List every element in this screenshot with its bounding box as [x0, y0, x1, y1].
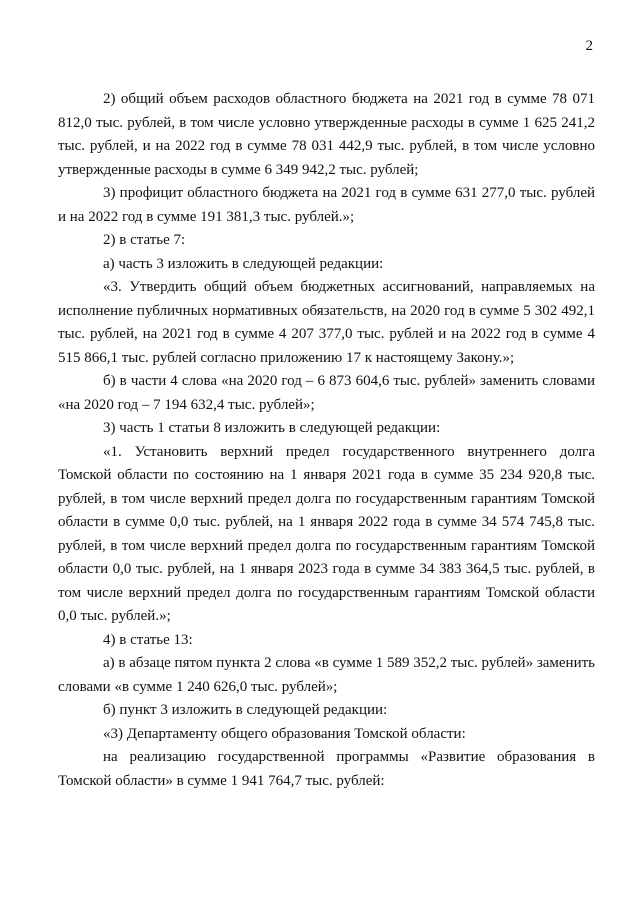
paragraph: на реализацию государственной программы «Развитие образования в Томской области» в сумме 1 941 764,7 тыс. рублей:: [58, 749, 595, 789]
paragraph: 3) профицит областного бюджета на 2021 год в сумме 631 277,0 тыс. рублей и на 2022 год в сумме 191 381,3 тыс. рублей.»;: [58, 185, 595, 225]
page-number: 2: [585, 38, 593, 54]
paragraph: а) часть 3 изложить в следующей редакции:: [103, 255, 384, 272]
paragraph: 2) общий объем расходов областного бюджета на 2021 год в сумме 78 071 812,0 тыс. рублей, в том числе условно утвержденные расходы в сумме 1 625 241,2 тыс. рублей, и на 2022 год в сумме 78 031 442,9 тыс. рублей, в том числе условно утвержденные расходы в сумме 6 349 942,2 тыс. рублей;: [58, 91, 595, 178]
paragraph: б) в части 4 слова «на 2020 год – 6 873 604,6 тыс. рублей» заменить словами «на 2020 год – 7 194 632,4 тыс. рублей»;: [58, 373, 595, 413]
paragraph: «3. Утвердить общий объем бюджетных ассигнований, направляемых на исполнение публичных нормативных обязательств, на 2020 год в сумме 5 302 492,1 тыс. рублей, на 2021 год в сумме 4 207 377,0 тыс. рублей и на 2022 год в сумме 4 515 866,1 тыс. рублей согласно приложению 17 к настоящему Закону.»;: [58, 279, 595, 366]
paragraph: а) в абзаце пятом пункта 2 слова «в сумме 1 589 352,2 тыс. рублей» заменить словами «в сумме 1 240 626,0 тыс. рублей»;: [58, 655, 596, 695]
paragraph: 4) в статье 13:: [103, 631, 193, 648]
paragraph: б) пункт 3 изложить в следующей редакции:: [103, 702, 388, 718]
paragraph: 3) часть 1 статьи 8 изложить в следующей редакции:: [103, 420, 441, 436]
paragraph: 2) в статье 7:: [103, 232, 186, 248]
document-body: [58, 88, 595, 793]
paragraph: «1. Установить верхний предел государственного внутреннего долга Томской области по состоянию на 1 января 2021 года в сумме 35 234 920,8 тыс. рублей, в том числе верхний предел долга по государственным гарантиям Томской области в сумме 0,0 тыс. рублей, на 1 января 2022 года в сумме 34 574 745,8 тыс. рублей, в том числе верхний предел долга по государственным гарантиям Томской области 0,0 тыс. рублей, на 1 января 2023 года в сумме 34 383 364,5 тыс. рублей, в том числе верхний предел долга по государственным гарантиям Томской области 0,0 тыс. рублей.»;: [58, 443, 595, 624]
paragraph: «3) Департаменту общего образования Томской области:: [103, 725, 466, 742]
